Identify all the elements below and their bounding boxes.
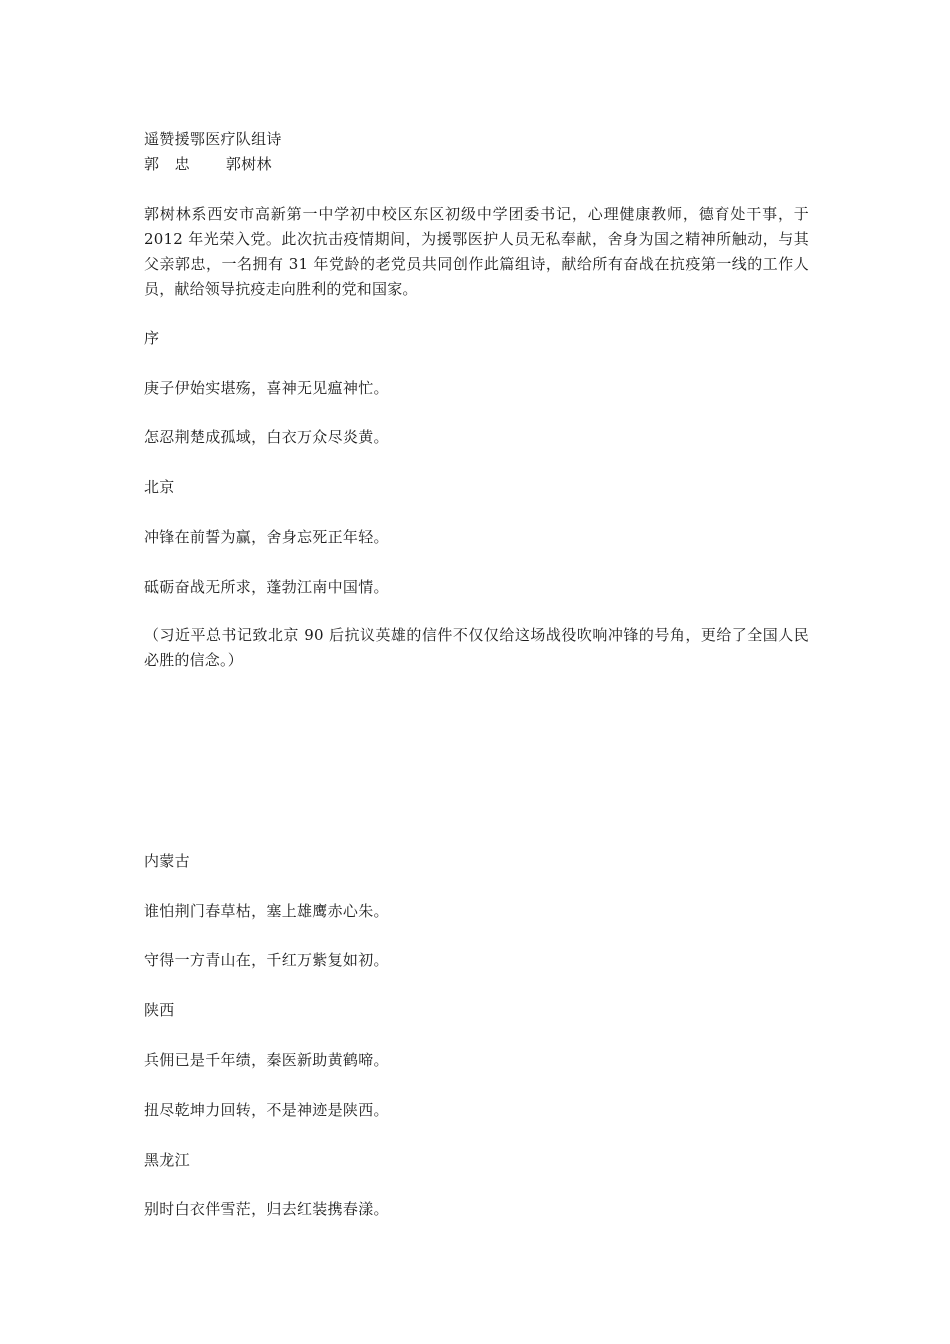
author-line (144, 155, 272, 173)
section-note: （习近平总书记致北京 90 后抗议英雄的信件不仅仅给这场战役吹响冲锋的号角，更给了全国人民必胜的信念。） (144, 626, 809, 669)
section-heading-shaanxi: 陕西 (144, 1001, 175, 1019)
poem-line: 冲锋在前誓为赢，舍身忘死正年轻。 (144, 528, 389, 546)
poem-line: 别时白衣伴雪茫，归去红装携春漾。 (144, 1200, 389, 1218)
poem-line: 扭尽乾坤力回转，不是神迹是陕西。 (144, 1101, 389, 1119)
poem-line: 怎忍荆楚成孤域，白衣万众尽炎黄。 (144, 428, 389, 446)
intro-paragraph: 郭树林系西安市高新第一中学初中校区东区初级中学团委书记，心理健康教师，德育处干事，于 2012 年光荣入党。此次抗击疫情期间，为援鄂医护人员无私奉献，舍身为国之精神所触动，与其父亲郭忠，一名拥有 31 年党龄的老党员共同创作此篇组诗，献给所有奋战在抗疫第一线的工作人员，献给领导抗疫走向胜利的党和国家。 (144, 205, 809, 298)
section-heading-preface: 序 (144, 329, 160, 347)
section-heading-beijing: 北京 (144, 478, 175, 496)
poem-line: 兵佣已是千年绩，秦医新助黄鹤啼。 (144, 1051, 389, 1069)
poem-line: 庚子伊始实堪殇，喜神无见瘟神忙。 (144, 379, 389, 397)
poem-line: 守得一方青山在，千红万紫复如初。 (144, 951, 389, 969)
section-heading-heilongjiang: 黑龙江 (144, 1151, 190, 1169)
author-name: 郭 忠 (144, 155, 190, 173)
poem-line: 谁怕荆门春草枯，塞上雄鹰赤心朱。 (144, 902, 389, 920)
poem-title: 遥赞援鄂医疗队组诗 (144, 130, 282, 148)
author-name: 郭树林 (225, 155, 272, 173)
poem-line: 砥砺奋战无所求，蓬勃江南中国情。 (144, 578, 389, 596)
section-heading-inner-mongolia: 内蒙古 (144, 852, 190, 870)
